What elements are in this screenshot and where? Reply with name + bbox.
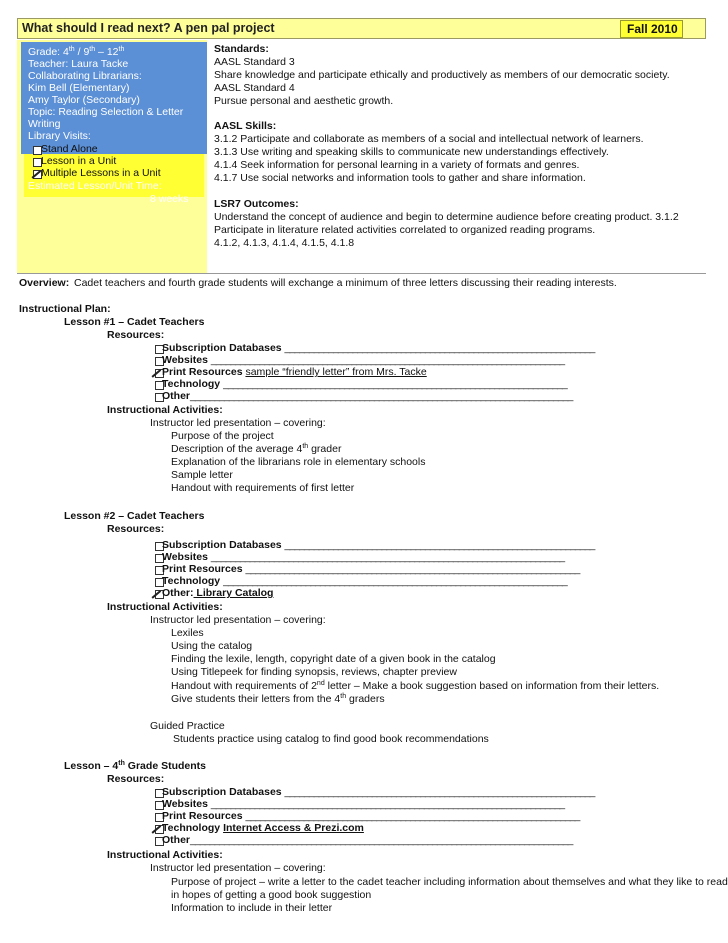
l2-web-row: Websites _________________________________________________________________________ — [162, 551, 565, 563]
l3-tech-row: Technology Internet Access & Prezi.com — [162, 822, 364, 834]
stand-alone-label: Stand Alone — [41, 143, 98, 155]
l2-item: Finding the lexile, length, copyright date of a given book in the catalog — [171, 653, 496, 665]
visits-label: Library Visits: — [28, 130, 91, 142]
guided-practice-label: Guided Practice — [150, 720, 225, 732]
l2-tech-row: Technology _______________________________________________________________________ — [162, 575, 567, 587]
topic-label: Topic: Reading Selection & Letter — [28, 106, 184, 118]
librarian-1: Kim Bell (Elementary) — [28, 82, 130, 94]
l1-item: Purpose of the project — [171, 430, 274, 442]
standard-4: AASL Standard 4 — [214, 82, 295, 94]
outcome-codes: 4.1.2, 4.1.3, 4.1.4, 4.1.5, 4.1.8 — [214, 237, 355, 249]
standard-4-desc: Pursue personal and aesthetic growth. — [214, 95, 394, 107]
overview-label: Overview: — [19, 277, 70, 289]
l3-item: in hopes of getting a good book suggestion — [171, 889, 372, 901]
lesson-3-presentation: Instructor led presentation – covering: — [150, 862, 326, 874]
skill-414: 4.1.4 Seek information for personal learning in a variety of formats and genres. — [214, 159, 580, 171]
outcome-2: Participate in literature related activities correlated to organized reading programs. — [214, 224, 596, 236]
l3-item: Information to include in their letter — [171, 902, 333, 914]
l1-item: Description of the average 4th grader — [171, 443, 342, 455]
l2-print-row: Print Resources _____________________________________________________________________ — [162, 563, 580, 575]
skills-heading: AASL Skills: — [214, 120, 277, 132]
guided-practice-text: Students practice using catalog to find good book recommendations — [173, 733, 489, 745]
grade-label: Grade: 4th / 9th – 12th — [28, 46, 125, 58]
l3-web-row: Websites _________________________________________________________________________ — [162, 798, 565, 810]
header-divider — [17, 273, 706, 274]
document-title: What should I read next? A pen pal project — [22, 21, 275, 35]
l2-other-row: Other: Library Catalog — [162, 587, 274, 599]
l1-item: Sample letter — [171, 469, 233, 481]
lesson-1-activities: Instructional Activities: — [107, 404, 223, 416]
l1-other-row: Other_______________________________________________________________________________ — [162, 390, 573, 402]
lesson-3-resources: Resources: — [107, 773, 165, 785]
standard-3: AASL Standard 3 — [214, 56, 295, 68]
standard-3-desc: Share knowledge and participate ethically and productively as members of our democratic society. — [214, 69, 670, 81]
lesson-in-unit-label: Lesson in a Unit — [41, 155, 117, 167]
l2-item: Using the catalog — [171, 640, 253, 652]
l3-other-row: Other_______________________________________________________________________________ — [162, 834, 573, 846]
l2-item: Give students their letters from the 4th graders — [171, 693, 385, 705]
lesson-1-presentation: Instructor led presentation – covering: — [150, 417, 326, 429]
collab-label: Collaborating Librarians: — [28, 70, 142, 82]
weeks-value: 8 weeks — [150, 193, 189, 205]
lesson-2-activities: Instructional Activities: — [107, 601, 223, 613]
l1-tech-row: Technology _______________________________________________________________________ — [162, 378, 567, 390]
overview-text: Cadet teachers and fourth grade students will exchange a minimum of three letters discussing their reading interests. — [74, 277, 617, 289]
lesson-2-title: Lesson #2 – Cadet Teachers — [64, 510, 205, 522]
lesson-1-title: Lesson #1 – Cadet Teachers — [64, 316, 205, 328]
l1-print-row: Print Resources sample “friendly letter” from Mrs. Tacke — [162, 366, 427, 378]
outcomes-heading: LSR7 Outcomes: — [214, 198, 299, 210]
l1-web-row: Websites _________________________________________________________________________ — [162, 354, 565, 366]
lesson-2-resources: Resources: — [107, 523, 165, 535]
estimated-time-label: Estimated Lesson/Unit Time: — [28, 180, 162, 192]
l1-item: Handout with requirements of first letter — [171, 482, 355, 494]
lesson-1-resources: Resources: — [107, 329, 165, 341]
l1-item: Explanation of the librarians role in elementary schools — [171, 456, 426, 468]
skill-417: 4.1.7 Use social networks and information tools to gather and share information. — [214, 172, 586, 184]
teacher-label: Teacher: Laura Tacke — [28, 58, 129, 70]
l2-item: Lexiles — [171, 627, 204, 639]
outcome-1: Understand the concept of audience and begin to determine audience before creating product. 3.1.2 — [214, 211, 679, 223]
lesson-3-title: Lesson – 4th Grade Students — [64, 760, 206, 772]
l2-item: Handout with requirements of 2nd letter – Make a book suggestion based on information from their letters. — [171, 680, 660, 692]
librarian-2: Amy Taylor (Secondary) — [28, 94, 140, 106]
standards-heading: Standards: — [214, 43, 269, 55]
l3-print-row: Print Resources _____________________________________________________________________ — [162, 810, 580, 822]
l2-subs-row: Subscription Databases ________________________________________________________________ — [162, 539, 595, 551]
l1-subs-row: Subscription Databases ________________________________________________________________ — [162, 342, 595, 354]
lesson-2-presentation: Instructor led presentation – covering: — [150, 614, 326, 626]
topic-cont: Writing — [28, 118, 61, 130]
l3-subs-row: Subscription Databases ________________________________________________________________ — [162, 786, 595, 798]
skill-313: 3.1.3 Use writing and speaking skills to communicate new understandings effectively. — [214, 146, 609, 158]
skill-312: 3.1.2 Participate and collaborate as members of a social and intellectual network of learners. — [214, 133, 644, 145]
l3-item: Purpose of project – write a letter to the cadet teacher including information about themselves and what they like to read — [171, 876, 728, 888]
lesson-3-activities: Instructional Activities: — [107, 849, 223, 861]
l2-item: Using Titlepeek for finding synopsis, reviews, chapter preview — [171, 666, 457, 678]
plan-heading: Instructional Plan: — [19, 303, 111, 315]
multiple-lessons-label: Multiple Lessons in a Unit — [41, 167, 161, 179]
term-label: Fall 2010 — [627, 22, 678, 36]
